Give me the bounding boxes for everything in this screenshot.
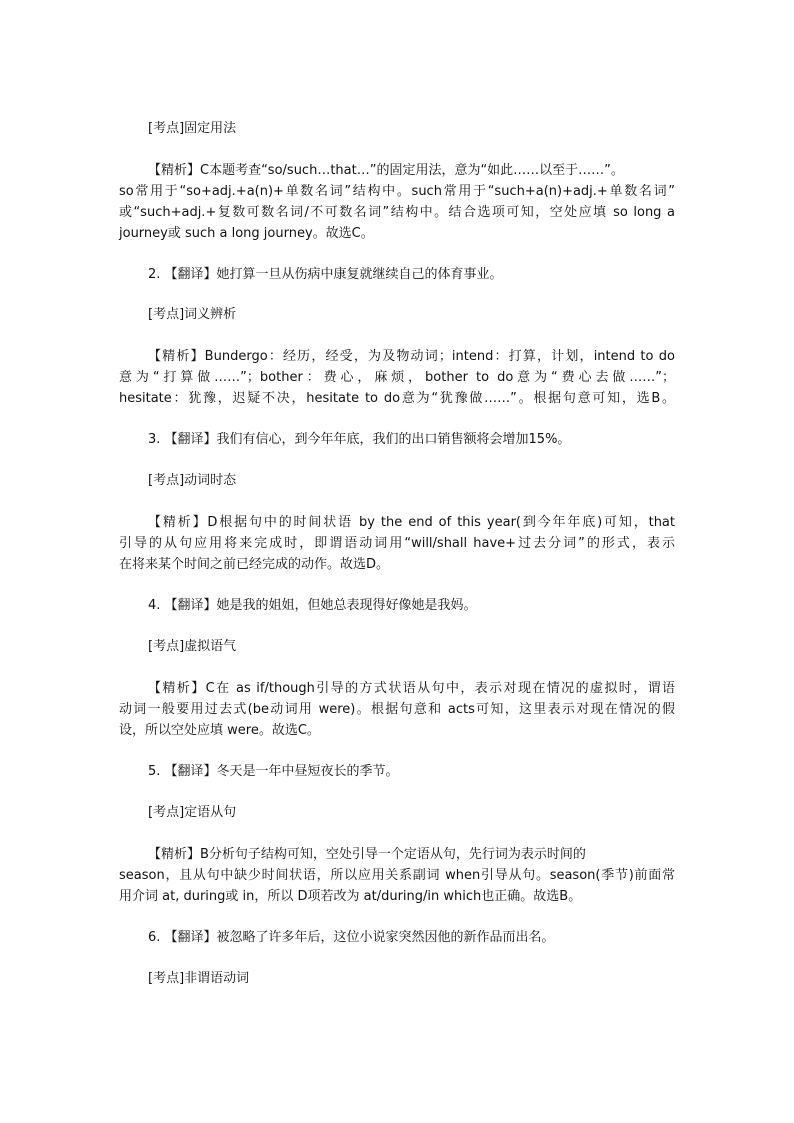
jingxi-3-line-2: 引导的从句应用将来完成时，即谓语动词用“will/shall have+过去分词”的形式，表示 bbox=[119, 536, 675, 551]
fanyi-6: 6. 【翻译】被忽略了许多年后，这位小说家突然因他的新作品而出名。 bbox=[148, 930, 555, 945]
jingxi-2-line-1: 【精析】Bundergo：经历，经受，为及物动词；intend：打算，计划，intend to do bbox=[148, 349, 675, 364]
jingxi-2-line-2: 意为“打算做……”；bother：费心，麻烦，bother to do意为“费心去做……”； bbox=[119, 370, 675, 385]
fanyi-4: 4. 【翻译】她是我的姐姐，但她总表现得好像她是我妈。 bbox=[148, 598, 477, 613]
jingxi-1-line-3: 或“such+adj.+复数可数名词/不可数名词”结构中。结合选项可知，空处应填 so long a bbox=[119, 205, 675, 220]
kaodian-5: [考点]定语从句 bbox=[148, 805, 237, 820]
kaodian-6: [考点]非谓语动词 bbox=[148, 971, 250, 986]
jingxi-4-line-3: 设，所以空处应填 were。故选C。 bbox=[119, 723, 320, 738]
jingxi-1-line-4: journey或 such a long journey。故选C。 bbox=[119, 226, 374, 241]
kaodian-2: [考点]词义辨析 bbox=[148, 307, 237, 322]
fanyi-3: 3. 【翻译】我们有信心，到今年年底，我们的出口销售额将会增加15%。 bbox=[148, 432, 571, 447]
fanyi-2: 2. 【翻译】她打算一旦从伤病中康复就继续自己的体育事业。 bbox=[148, 267, 503, 282]
kaodian-1: [考点]固定用法 bbox=[148, 121, 237, 136]
jingxi-3-line-1: 【精析】D根据句中的时间状语 by the end of this year(到今年年底)可知，that bbox=[148, 515, 675, 530]
jingxi-3-line-3: 在将来某个时间之前已经完成的动作。故选D。 bbox=[119, 557, 390, 572]
jingxi-5-line-2: season，且从句中缺少时间状语，所以应用关系副词 when引导从句。season(季节)前面常 bbox=[119, 868, 675, 883]
jingxi-5-line-3: 用介词 at, during或 in，所以 D项若改为 at/during/in which也正确。故选B。 bbox=[119, 889, 582, 904]
fanyi-5: 5. 【翻译】冬天是一年中昼短夜长的季节。 bbox=[148, 764, 399, 779]
jingxi-1-line-2: so常用于“so+adj.+a(n)+单数名词”结构中。such常用于“such+a(n)+adj.+单数名词” bbox=[119, 184, 675, 199]
kaodian-4: [考点]虚拟语气 bbox=[148, 639, 237, 654]
kaodian-3: [考点]动词时态 bbox=[148, 473, 237, 488]
jingxi-4-line-2: 动词一般要用过去式(be动词用 were)。根据句意和 acts可知，这里表示对现在情况的假 bbox=[119, 702, 675, 717]
jingxi-1-line-1: 【精析】C本题考查“so/such…that…”的固定用法，意为“如此……以至于……”。 bbox=[148, 163, 624, 178]
jingxi-4-line-1: 【精析】C在 as if/though引导的方式状语从句中，表示对现在情况的虚拟时，谓语 bbox=[148, 681, 675, 696]
jingxi-5-line-1: 【精析】B分析句子结构可知，空处引导一个定语从句，先行词为表示时间的 bbox=[148, 847, 586, 862]
jingxi-2-line-3: hesitate：犹豫，迟疑不决，hesitate to do意为“犹豫做……”。根据句意可知，选B。 bbox=[119, 391, 675, 406]
